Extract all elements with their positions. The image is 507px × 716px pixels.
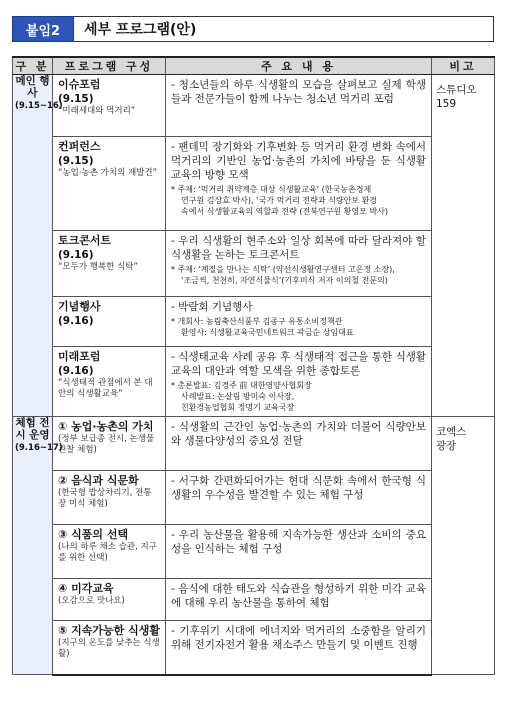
program-table <box>12 56 495 676</box>
program-date: (9.15) <box>58 93 94 105</box>
content-text: - 기후위기 시대에 에너지와 먹거리의 소중함을 알리기 위해 전기자전거 활용 채소주스 만들기 및 이벤트 진행 <box>171 625 426 651</box>
remark-cell <box>432 75 495 417</box>
remark-cell <box>432 417 495 675</box>
program-cell <box>53 297 166 347</box>
program-title: 이슈포럼 <box>58 78 101 91</box>
page-title: 세부 프로그램(안) <box>74 16 494 42</box>
content-cell <box>166 417 432 471</box>
program-date: (9.16) <box>58 315 94 327</box>
note-line: * 개회사: 농림축산식품부 김종구 유통소비정책관 <box>171 317 343 326</box>
table-row <box>13 137 495 231</box>
content-cell <box>166 137 432 231</box>
program-title: ③ 식품의 선택 <box>58 528 129 541</box>
note-line: 환영사: 식생활교육국민네트워크 곽금순 상임대표 <box>181 328 354 337</box>
program-title: ① 농업·농촌의 가치 <box>58 420 154 433</box>
program-cell <box>53 621 166 675</box>
program-subtitle: (나의 하루 채소 습관, 지구를 위한 선택) <box>58 542 157 563</box>
note-line: * 주제: ‘먹거리 취약계층 대상 식생활교육’ (한국농촌경제 <box>171 185 372 194</box>
program-title: ⑤ 지속가능한 식생활 <box>58 624 160 637</box>
content-notes <box>171 184 426 217</box>
program-subtitle: (한국형 밥상차리기, 전통 장 미식 체험) <box>58 488 152 509</box>
table-row <box>13 621 495 675</box>
category-period: (9.15~16) <box>15 101 63 111</box>
content-cell <box>166 621 432 675</box>
program-title: 토크콘서트 <box>58 234 112 247</box>
program-cell <box>53 417 166 471</box>
table-row <box>13 525 495 579</box>
table-body <box>13 75 495 675</box>
category-label: 체험 전시 운영 <box>15 417 50 441</box>
content-text: - 서구화 간편화되어가는 현대 식문화 속에서 한국형 식생활의 우수성을 발견할 수 있는 체험 구성 <box>171 475 426 501</box>
content-cell <box>166 231 432 297</box>
program-subtitle: (지구의 온도를 낮추는 식생활) <box>58 638 160 659</box>
table-row <box>13 471 495 525</box>
column-header-remark: 비고 <box>432 57 495 75</box>
column-header-category: 구 분 <box>13 57 53 75</box>
content-notes <box>171 264 426 286</box>
program-date: (9.16) <box>58 365 94 377</box>
section-header <box>12 16 494 42</box>
table-row <box>13 579 495 621</box>
program-title: 컨퍼런스 <box>58 140 101 153</box>
table-row <box>13 297 495 347</box>
category-cell <box>13 75 63 417</box>
note-line: * 주제: ‘계절을 만나는 식탁’ (약선식생활연구센터 고은정 소장), <box>171 265 395 274</box>
remark-text: 코엑스 <box>436 426 467 438</box>
remark-text: 159 <box>436 98 457 110</box>
content-cell <box>166 297 432 347</box>
program-title: 기념행사 <box>58 300 101 313</box>
program-title: 미래포럼 <box>58 350 101 363</box>
program-cell <box>53 471 166 525</box>
note-line: 연구원 김상효 박사), ‘국가 먹거리 전략과 식량안보 환경 <box>181 196 378 205</box>
program-title: ④ 미각교육 <box>58 582 114 595</box>
content-cell <box>166 525 432 579</box>
program-cell <box>53 137 166 231</box>
category-period: (9.16~17) <box>15 443 63 453</box>
remark-text: 스튜디오 <box>436 84 477 96</box>
table-header-row <box>13 57 495 75</box>
content-notes <box>171 380 426 413</box>
program-subtitle: “미래세대와 먹거리” <box>58 106 136 116</box>
program-cell <box>53 347 166 417</box>
note-line: * 총론발표: 김경주 前 대한영양사협회장 <box>171 381 312 390</box>
column-header-program: 프로그램 구성 <box>53 57 166 75</box>
content-text: - 청소년들의 하루 식생활의 모습을 살펴보고 실제 학생들과 전문가들이 함께 나누는 청소년 먹거리 포럼 <box>171 79 426 105</box>
program-subtitle: “농업·농촌 가치의 재발견” <box>58 168 158 178</box>
column-header-content: 주 요 내 용 <box>166 57 432 75</box>
content-notes <box>171 316 426 338</box>
program-cell <box>53 75 166 137</box>
category-cell <box>13 417 63 675</box>
program-title: ② 음식과 식문화 <box>58 474 139 487</box>
program-cell <box>53 579 166 621</box>
content-text: - 식생태교육 사례 공유 후 식생태적 접근을 통한 식생활교육의 대안과 역할 모색을 위한 종합토론 <box>171 351 426 377</box>
table-row <box>13 231 495 297</box>
content-text: - 우리 식생활의 현주소와 일상 회복에 따라 달라져야 할 식생활을 논하는 토크콘서트 <box>171 235 426 261</box>
program-cell <box>53 231 166 297</box>
note-line: 친환경농업협회 정명기 교육국장 <box>181 403 295 412</box>
content-text: - 우리 농산물을 활용해 지속가능한 생산과 소비의 중요성을 인식하는 체험 구성 <box>171 529 426 555</box>
table-row <box>13 417 495 471</box>
content-text: - 식생활의 근간인 농업·농촌의 가치와 더불어 식량안보와 생물다양성의 중요성 전달 <box>171 421 426 447</box>
program-cell <box>53 525 166 579</box>
program-subtitle: (오감으로 맛나요) <box>58 596 125 606</box>
note-line: 사례발표: 논살림 방미숙 이사장, <box>181 392 295 401</box>
table-row <box>13 75 495 137</box>
program-subtitle: (정부 보급종 전시, 논생물 관찰 체험) <box>58 434 155 455</box>
note-line: 속에서 식생활교육의 역할과 전략 (전북연구원 황영모 박사) <box>181 207 388 216</box>
content-text: - 음식에 대한 태도와 식습관을 형성하기 위한 미각 교육에 대해 우리 농산물을 통하여 체험 <box>171 583 426 609</box>
program-date: (9.15) <box>58 155 94 167</box>
table-row <box>13 347 495 417</box>
program-date: (9.16) <box>58 249 94 261</box>
content-cell <box>166 471 432 525</box>
attachment-badge: 붙임2 <box>12 16 74 42</box>
content-cell <box>166 579 432 621</box>
category-label: 메인 행사 <box>15 75 50 99</box>
content-text: - 팬데믹 장기화와 기후변화 등 먹거리 환경 변화 속에서 먹거리의 기반인 농업·농촌의 가치에 바탕을 둔 식생활교육의 방향 모색 <box>171 141 426 181</box>
program-subtitle: “모두가 행복한 식탁” <box>58 262 138 272</box>
note-line: ‘조금씩, 천천히, 자연식물식’(기후미식 저자 이의철 전문의) <box>181 276 388 285</box>
program-subtitle: “식생태적 관점에서 본 대안의 식생활교육” <box>58 378 153 399</box>
remark-text: 광장 <box>436 440 457 452</box>
content-cell <box>166 75 432 137</box>
content-cell <box>166 347 432 417</box>
content-text: - 박람회 기념행사 <box>171 301 253 313</box>
